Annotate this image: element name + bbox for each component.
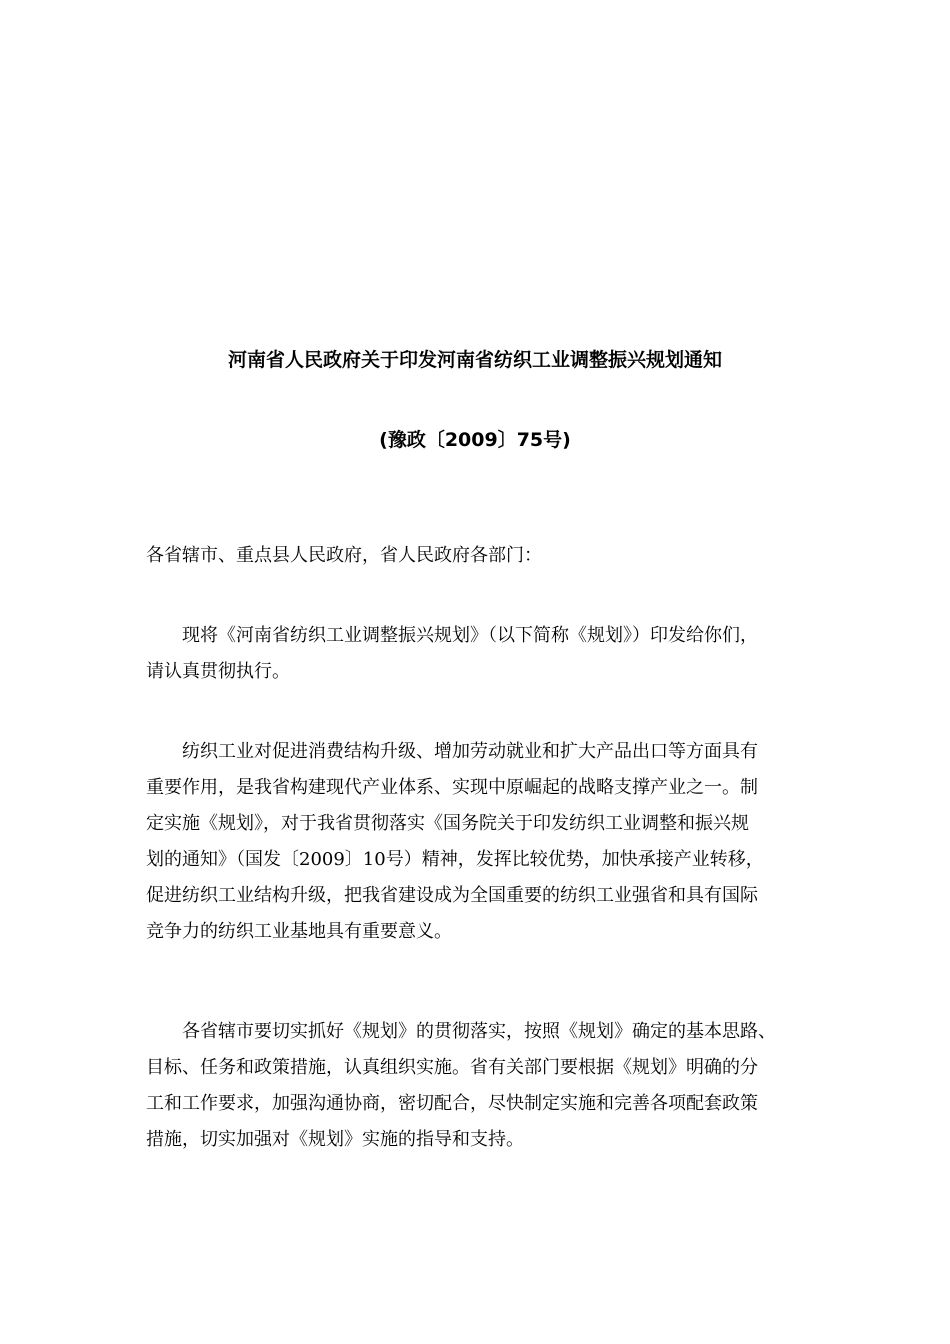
salutation: [146, 538, 810, 574]
paragraph-line: 定实施《规划》，对于我省贯彻落实《国务院关于印发纺织工业调整和振兴规: [146, 813, 749, 834]
paragraph-line: 措施，切实加强对《规划》实施的指导和支持。: [146, 1129, 524, 1150]
paragraph-line: 现将《河南省纺织工业调整振兴规划》（以下简称《规划》）印发给你们，: [182, 625, 758, 646]
paragraph-line: 工和工作要求，加强沟通协商，密切配合，尽快制定实施和完善各项配套政策: [146, 1093, 758, 1114]
paragraph-1: [146, 618, 810, 690]
paragraph-line: 纺织工业对促进消费结构升级、增加劳动就业和扩大产品出口等方面具有: [182, 741, 758, 762]
paragraph-2: [146, 734, 810, 950]
paragraph-line: 目标、任务和政策措施，认真组织实施。省有关部门要根据《规划》明确的分: [146, 1057, 758, 1078]
paragraph-line: 竞争力的纺织工业基地具有重要意义。: [146, 921, 452, 942]
paragraph-line: 重要作用，是我省构建现代产业体系、实现中原崛起的战略支撑产业之一。制: [146, 777, 758, 798]
document-title: 河南省人民政府关于印发河南省纺织工业调整振兴规划通知: [227, 349, 722, 371]
paragraph-line: 各省辖市要切实抓好《规划》的贯彻落实，按照《规划》确定的基本思路、: [182, 1021, 776, 1042]
paragraph-line: 划的通知》（国发〔2009〕10号）精神，发挥比较优势，加快承接产业转移，: [146, 849, 764, 870]
paragraph-line: 促进纺织工业结构升级，把我省建设成为全国重要的纺织工业强省和具有国际: [146, 885, 758, 906]
paragraph-3: [146, 1014, 810, 1158]
document-number: (豫政〔2009〕75号): [379, 429, 571, 451]
salutation-text: 各省辖市、重点县人民政府，省人民政府各部门：: [146, 545, 542, 566]
paragraph-line: 请认真贯彻执行。: [146, 661, 290, 682]
